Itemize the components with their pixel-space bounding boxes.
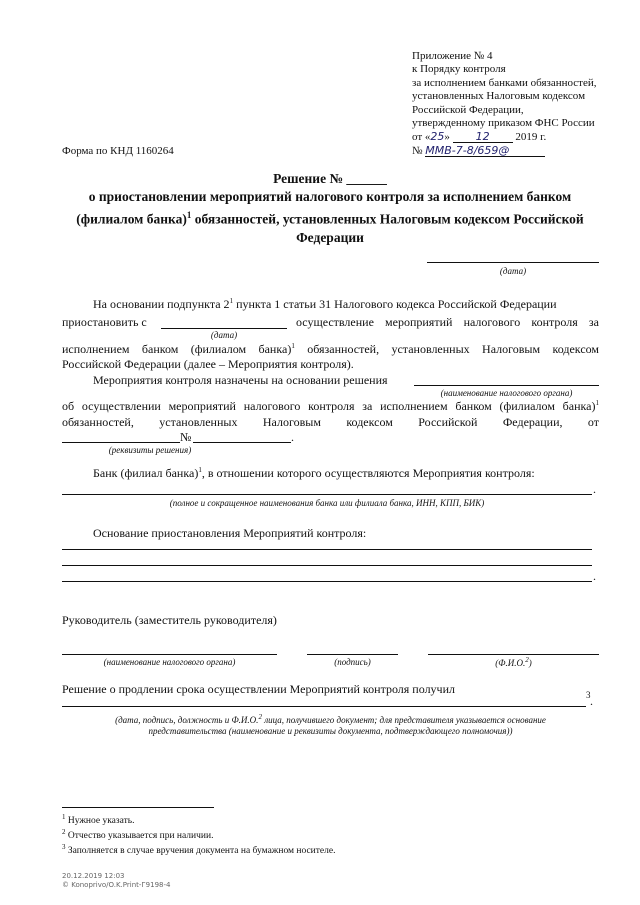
footnote-separator xyxy=(62,807,214,808)
start-date-caption: (дата) xyxy=(210,330,238,340)
body-line: обязанностей, установленных Налоговым кодексом Российской Федерации, от xyxy=(62,415,599,429)
head-signature-caption: (подпись) xyxy=(334,657,371,667)
bank-caption: (полное и сокращенное наименования банка или филиала банка, ИНН, КПП, БИК) xyxy=(169,498,485,508)
head-name-caption: (Ф.И.О.$^2$) xyxy=(495,656,532,668)
body-line: осуществление мероприятий налогового контроля за xyxy=(296,315,599,329)
received-caption-line1: (дата, подпись, должность и Ф.И.О.$^2$ лица, получившего документ; для представителя указывается основание xyxy=(115,713,546,725)
received-caption-line2: представительства (наименование и реквизиты документа, подтверждающего полномочия)) xyxy=(148,726,513,736)
appendix-line: установленных Налоговым кодексом xyxy=(412,90,586,103)
basis-field-line-3 xyxy=(62,581,592,582)
appendix-block xyxy=(412,50,597,158)
tax-authority-caption: (наименование налогового органа) xyxy=(440,388,573,398)
date-field-line xyxy=(427,262,599,263)
title-line: Решение № ______ xyxy=(273,171,387,186)
handwritten-month: 12 xyxy=(453,132,513,143)
scan-stamp xyxy=(62,872,170,890)
body-line: Основание приостановления Мероприятий контроля: xyxy=(93,526,367,540)
appendix-number: № ММВ-7-8/659@ xyxy=(412,145,597,158)
head-name-field-line xyxy=(428,654,599,655)
footnote-3: $^3$ Заполняется в случае вручения документа на бумажном носителе. xyxy=(62,843,336,857)
footnote-2: $^2$ Отчество указывается при наличии. xyxy=(62,828,214,842)
decision-details-caption: (реквизиты решения) xyxy=(108,445,192,455)
scan-stamp-source: © Konoprivo/O.K.Print-Г9198-4 xyxy=(62,881,171,889)
title-line: о приостановлении мероприятий налогового контроля за исполнением банком xyxy=(88,189,572,204)
appendix-line: Приложение № 4 xyxy=(412,50,493,62)
received-sup: 3 xyxy=(586,690,591,700)
head-authority-caption: (наименование налогового органа) xyxy=(103,657,236,667)
decision-number-field-line xyxy=(193,442,291,443)
scan-stamp-date: 20.12.2019 12:03 xyxy=(62,872,125,880)
form-code: Форма по КНД 1160264 xyxy=(62,145,174,157)
basis-field-line-2 xyxy=(62,565,592,566)
bank-dot: . xyxy=(593,482,596,496)
handwritten-day: 25 xyxy=(430,130,445,144)
date-caption: (дата) xyxy=(499,266,527,276)
appendix-line: за исполнением банками обязанностей, xyxy=(412,76,597,89)
body-line: Российской Федерации (далее – Мероприятия контроля). xyxy=(62,357,354,371)
basis-field-line-1 xyxy=(62,549,592,550)
received-dot: . xyxy=(590,694,593,708)
document-title xyxy=(50,170,610,247)
title-line: (филиалом банка)$^1$ обязанностей, установленных Налоговым кодексом Российской xyxy=(76,210,584,227)
decision-number-label: № xyxy=(180,430,192,444)
start-date-field-line xyxy=(161,328,287,329)
decision-date-field-line xyxy=(62,442,180,443)
body-line: приостановить с xyxy=(62,315,147,329)
appendix-line: утвержденному приказом ФНС России xyxy=(412,117,595,130)
basis-dot: . xyxy=(593,569,596,583)
title-line: Федерации xyxy=(296,229,364,245)
head-label: Руководитель (заместитель руководителя) xyxy=(62,613,277,627)
head-signature-field-line xyxy=(307,654,398,655)
appendix-date: от «25» 12 2019 г. xyxy=(412,130,547,144)
tax-authority-field-line xyxy=(414,385,599,386)
received-label: Решение о продлении срока осуществлении Мероприятий контроля получил xyxy=(62,682,455,696)
body-line: На основании подпункта $2^1$ пункта 1 статьи 31 Налогового кодекса Российской Федерации xyxy=(93,297,557,311)
handwritten-order-number: ММВ-7-8/659@ xyxy=(425,146,545,157)
appendix-line: Российской Федерации, xyxy=(412,103,524,116)
bank-field-line xyxy=(62,494,592,495)
body-line: об осуществлении мероприятий налогового контроля за исполнением банком (филиалом банка)$^1$ xyxy=(62,399,599,413)
head-authority-field-line xyxy=(62,654,277,655)
body-line: исполнением банком (филиалом банка)$^1$ обязанностей, установленных Налоговым кодексом xyxy=(62,342,600,356)
received-field-line xyxy=(62,706,586,707)
body-line: Мероприятия контроля назначены на основании решения xyxy=(93,373,388,387)
footnote-1: $^1$ Нужное указать. xyxy=(62,813,135,827)
decision-number-dot: . xyxy=(291,430,294,444)
body-line: Банк (филиал банка)$^1$, в отношении которого осуществляются Мероприятия контроля: xyxy=(93,466,535,480)
appendix-line: к Порядку контроля xyxy=(412,63,506,76)
